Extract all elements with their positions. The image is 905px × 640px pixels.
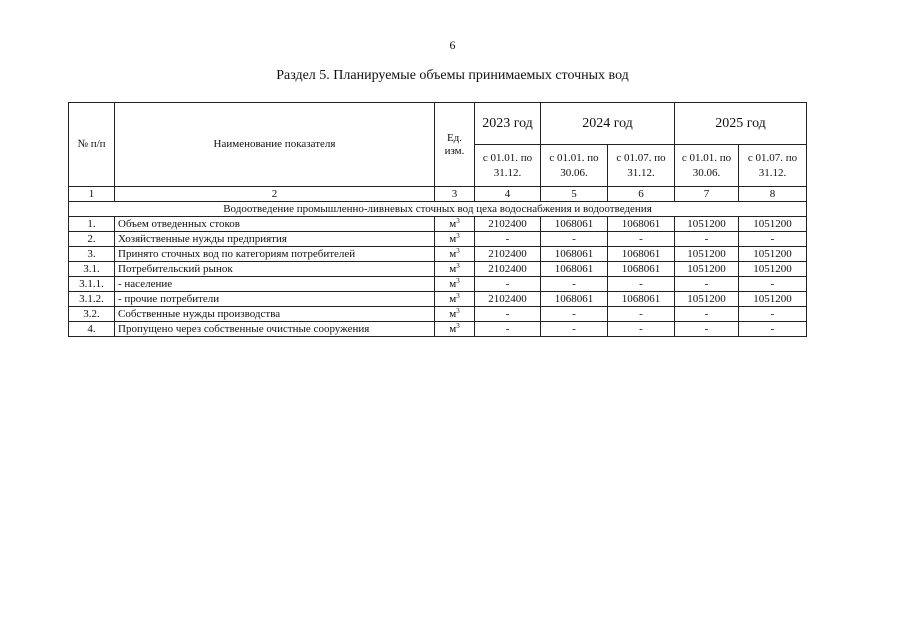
row-value: 2102400 (475, 262, 541, 277)
header-name: Наименование показателя (115, 103, 435, 187)
row-value: 1068061 (608, 247, 675, 262)
row-value: - (541, 307, 608, 322)
row-name: - население (115, 277, 435, 292)
row-number: 3. (69, 247, 115, 262)
column-number: 7 (675, 187, 739, 202)
row-value: 1068061 (608, 292, 675, 307)
unit-base: м (449, 232, 457, 245)
row-name: Пропущено через собственные очистные сооружения (115, 322, 435, 337)
table-row (69, 217, 807, 232)
row-unit (435, 292, 475, 307)
unit-exponent: 3 (456, 321, 460, 330)
unit-exponent: 3 (456, 306, 460, 315)
wastewater-table (68, 102, 807, 337)
row-value: - (675, 322, 739, 337)
unit-base: м (449, 217, 457, 230)
unit-exponent: 3 (456, 291, 460, 300)
row-value: - (675, 232, 739, 247)
row-value: - (608, 322, 675, 337)
row-unit (435, 277, 475, 292)
row-number: 1. (69, 217, 115, 232)
header-year-2024: 2024 год (541, 103, 675, 145)
unit-exponent: 3 (456, 276, 460, 285)
row-value: - (608, 232, 675, 247)
table-row (69, 247, 807, 262)
unit-exponent: 3 (456, 246, 460, 255)
row-number: 3.1.1. (69, 277, 115, 292)
page-number: 6 (449, 38, 456, 52)
column-number: 3 (435, 187, 475, 202)
row-name: Хозяйственные нужды предприятия (115, 232, 435, 247)
row-unit (435, 307, 475, 322)
row-value: - (739, 307, 807, 322)
row-value: - (541, 232, 608, 247)
unit-exponent: 3 (456, 216, 460, 225)
column-number: 8 (739, 187, 807, 202)
row-unit (435, 217, 475, 232)
header-num: № п/п (69, 103, 115, 187)
row-number: 3.1.2. (69, 292, 115, 307)
row-value: - (541, 277, 608, 292)
row-value: - (475, 322, 541, 337)
row-name: - прочие потребители (115, 292, 435, 307)
row-number: 3.2. (69, 307, 115, 322)
row-value: 1068061 (608, 262, 675, 277)
table-row (69, 292, 807, 307)
row-value: 1068061 (541, 292, 608, 307)
table-row (69, 262, 807, 277)
header-period: с 01.01. по 30.06. (541, 145, 608, 187)
header-year-2025: 2025 год (675, 103, 807, 145)
row-name: Потребительский рынок (115, 262, 435, 277)
row-value: - (608, 277, 675, 292)
column-number: 2 (115, 187, 435, 202)
row-number: 3.1. (69, 262, 115, 277)
column-number-row (69, 187, 807, 202)
row-value: 1051200 (675, 262, 739, 277)
row-value: 1051200 (675, 217, 739, 232)
row-value: 1051200 (675, 292, 739, 307)
unit-base: м (449, 262, 457, 275)
row-value: - (475, 277, 541, 292)
unit-base: м (449, 322, 457, 335)
row-name: Собственные нужды производства (115, 307, 435, 322)
table-row (69, 232, 807, 247)
row-name: Принято сточных вод по категориям потребителей (115, 247, 435, 262)
column-number: 5 (541, 187, 608, 202)
row-unit (435, 322, 475, 337)
row-unit (435, 232, 475, 247)
header-year-2023: 2023 год (475, 103, 541, 145)
unit-exponent: 3 (456, 231, 460, 240)
row-value: - (739, 277, 807, 292)
table-row (69, 322, 807, 337)
header-period: с 01.07. по 31.12. (739, 145, 807, 187)
row-value: 1068061 (541, 262, 608, 277)
unit-base: м (449, 292, 457, 305)
row-value: 1051200 (739, 262, 807, 277)
header-period: с 01.07. по 31.12. (608, 145, 675, 187)
unit-base: м (449, 307, 457, 320)
row-value: - (675, 307, 739, 322)
header-period: с 01.01. по 30.06. (675, 145, 739, 187)
column-number: 6 (608, 187, 675, 202)
row-value: 1068061 (541, 217, 608, 232)
row-value: 1068061 (608, 217, 675, 232)
row-value: 1051200 (675, 247, 739, 262)
row-value: 1068061 (541, 247, 608, 262)
table-row (69, 307, 807, 322)
column-number: 4 (475, 187, 541, 202)
row-value: - (541, 322, 608, 337)
column-number: 1 (69, 187, 115, 202)
unit-exponent: 3 (456, 261, 460, 270)
row-number: 4. (69, 322, 115, 337)
row-value: - (475, 307, 541, 322)
row-value: - (739, 322, 807, 337)
row-value: 2102400 (475, 217, 541, 232)
row-unit (435, 247, 475, 262)
table-row (69, 277, 807, 292)
row-value: 1051200 (739, 292, 807, 307)
row-value: - (675, 277, 739, 292)
row-value: 1051200 (739, 217, 807, 232)
row-value: - (608, 307, 675, 322)
row-value: 2102400 (475, 247, 541, 262)
unit-base: м (449, 277, 457, 290)
section-title: Раздел 5. Планируемые объемы принимаемых сточных вод (276, 68, 629, 83)
row-unit (435, 262, 475, 277)
row-name: Объем отведенных стоков (115, 217, 435, 232)
unit-base: м (449, 247, 457, 260)
header-unit: Ед. изм. (435, 103, 475, 187)
row-number: 2. (69, 232, 115, 247)
row-value: - (475, 232, 541, 247)
row-value: 1051200 (739, 247, 807, 262)
row-value: 2102400 (475, 292, 541, 307)
header-period: с 01.01. по 31.12. (475, 145, 541, 187)
section-header-row (69, 202, 807, 217)
row-value: - (739, 232, 807, 247)
section-header: Водоотведение промышленно-ливневых сточных вод цеха водоснабжения и водоотведения (69, 202, 807, 217)
